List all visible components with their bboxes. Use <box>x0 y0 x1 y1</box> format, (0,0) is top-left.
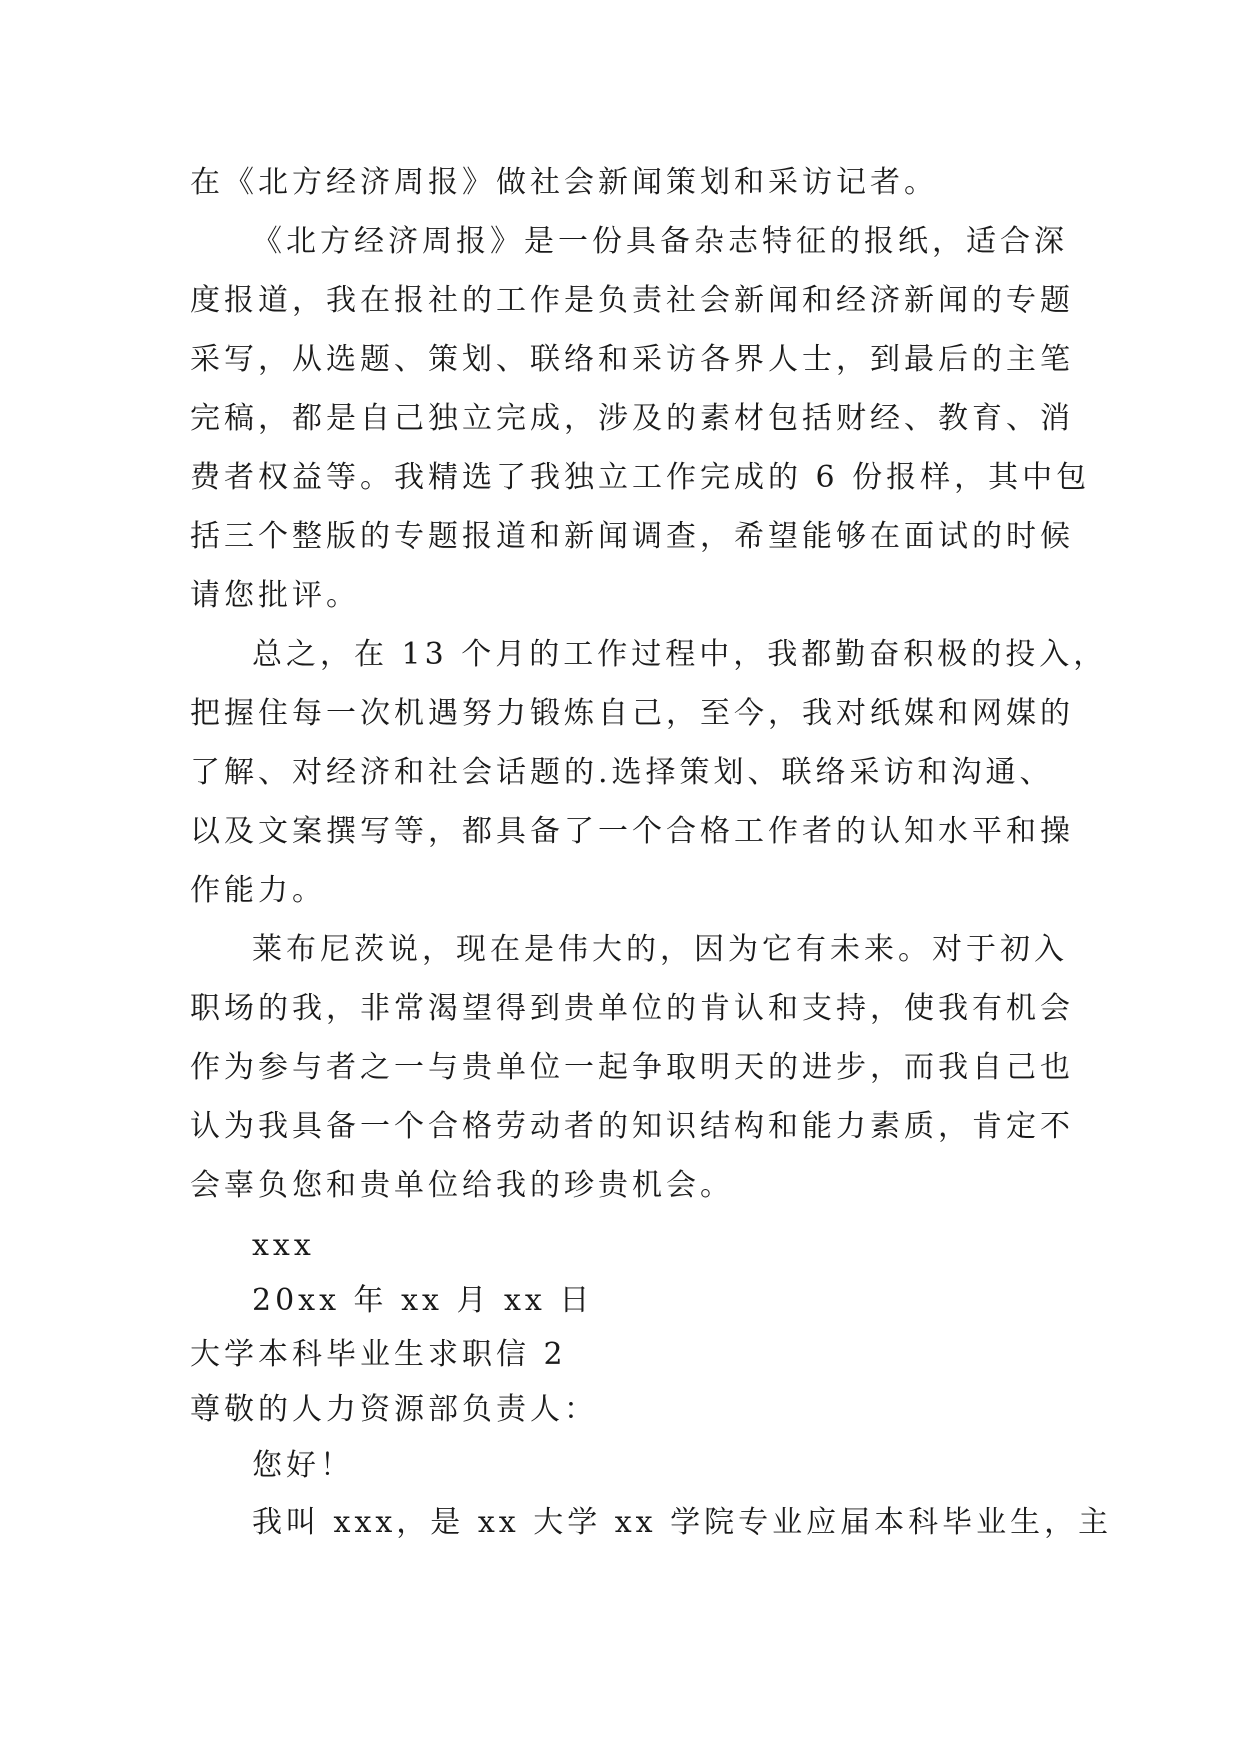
text-line: 费者权益等。我精选了我独立工作完成的 6 份报样，其中包 <box>190 460 1091 495</box>
text-line: 度报道，我在报社的工作是负责社会新闻和经济新闻的专题 <box>190 283 1074 318</box>
text-line: 在《北方经济周报》做社会新闻策划和采访记者。 <box>190 165 938 200</box>
text-line: 括三个整版的专题报道和新闻调查，希望能够在面试的时候 <box>190 519 1074 554</box>
signature-date: 20xx 年 xx 月 xx 日 <box>252 1283 594 1318</box>
text-line: 请您批评。 <box>190 578 360 613</box>
signature-name: xxx <box>252 1228 315 1263</box>
text-line: 莱布尼茨说，现在是伟大的，因为它有未来。对于初入 <box>252 932 1068 967</box>
text-line: 采写，从选题、策划、联络和采访各界人士，到最后的主笔 <box>190 342 1074 377</box>
text-line: 《北方经济周报》是一份具备杂志特征的报纸，适合深 <box>252 224 1068 259</box>
text-line: 作为参与者之一与贵单位一起争取明天的进步，而我自己也 <box>190 1050 1074 1085</box>
salutation: 尊敬的人力资源部负责人： <box>190 1392 598 1427</box>
text-line: 职场的我，非常渴望得到贵单位的肯认和支持，使我有机会 <box>190 991 1074 1026</box>
greeting: 您好！ <box>252 1448 354 1483</box>
text-line: 了解、对经济和社会话题的.选择策划、联络采访和沟通、 <box>190 755 1054 790</box>
text-line: 会辜负您和贵单位给我的珍贵机会。 <box>190 1168 734 1203</box>
text-line: 把握住每一次机遇努力锻炼自己，至今，我对纸媒和网媒的 <box>190 696 1074 731</box>
text-line: 以及文案撰写等，都具备了一个合格工作者的认知水平和操 <box>190 814 1074 849</box>
section-title: 大学本科毕业生求职信 2 <box>190 1337 567 1372</box>
text-line: 认为我具备一个合格劳动者的知识结构和能力素质，肯定不 <box>190 1109 1074 1144</box>
text-line: 完稿，都是自己独立完成，涉及的素材包括财经、教育、消 <box>190 401 1074 436</box>
text-line: 作能力。 <box>190 873 326 908</box>
text-line: 我叫 xxx，是 xx 大学 xx 学院专业应届本科毕业生，主 <box>252 1505 1113 1540</box>
text-line: 总之，在 13 个月的工作过程中，我都勤奋积极的投入， <box>252 637 1108 672</box>
